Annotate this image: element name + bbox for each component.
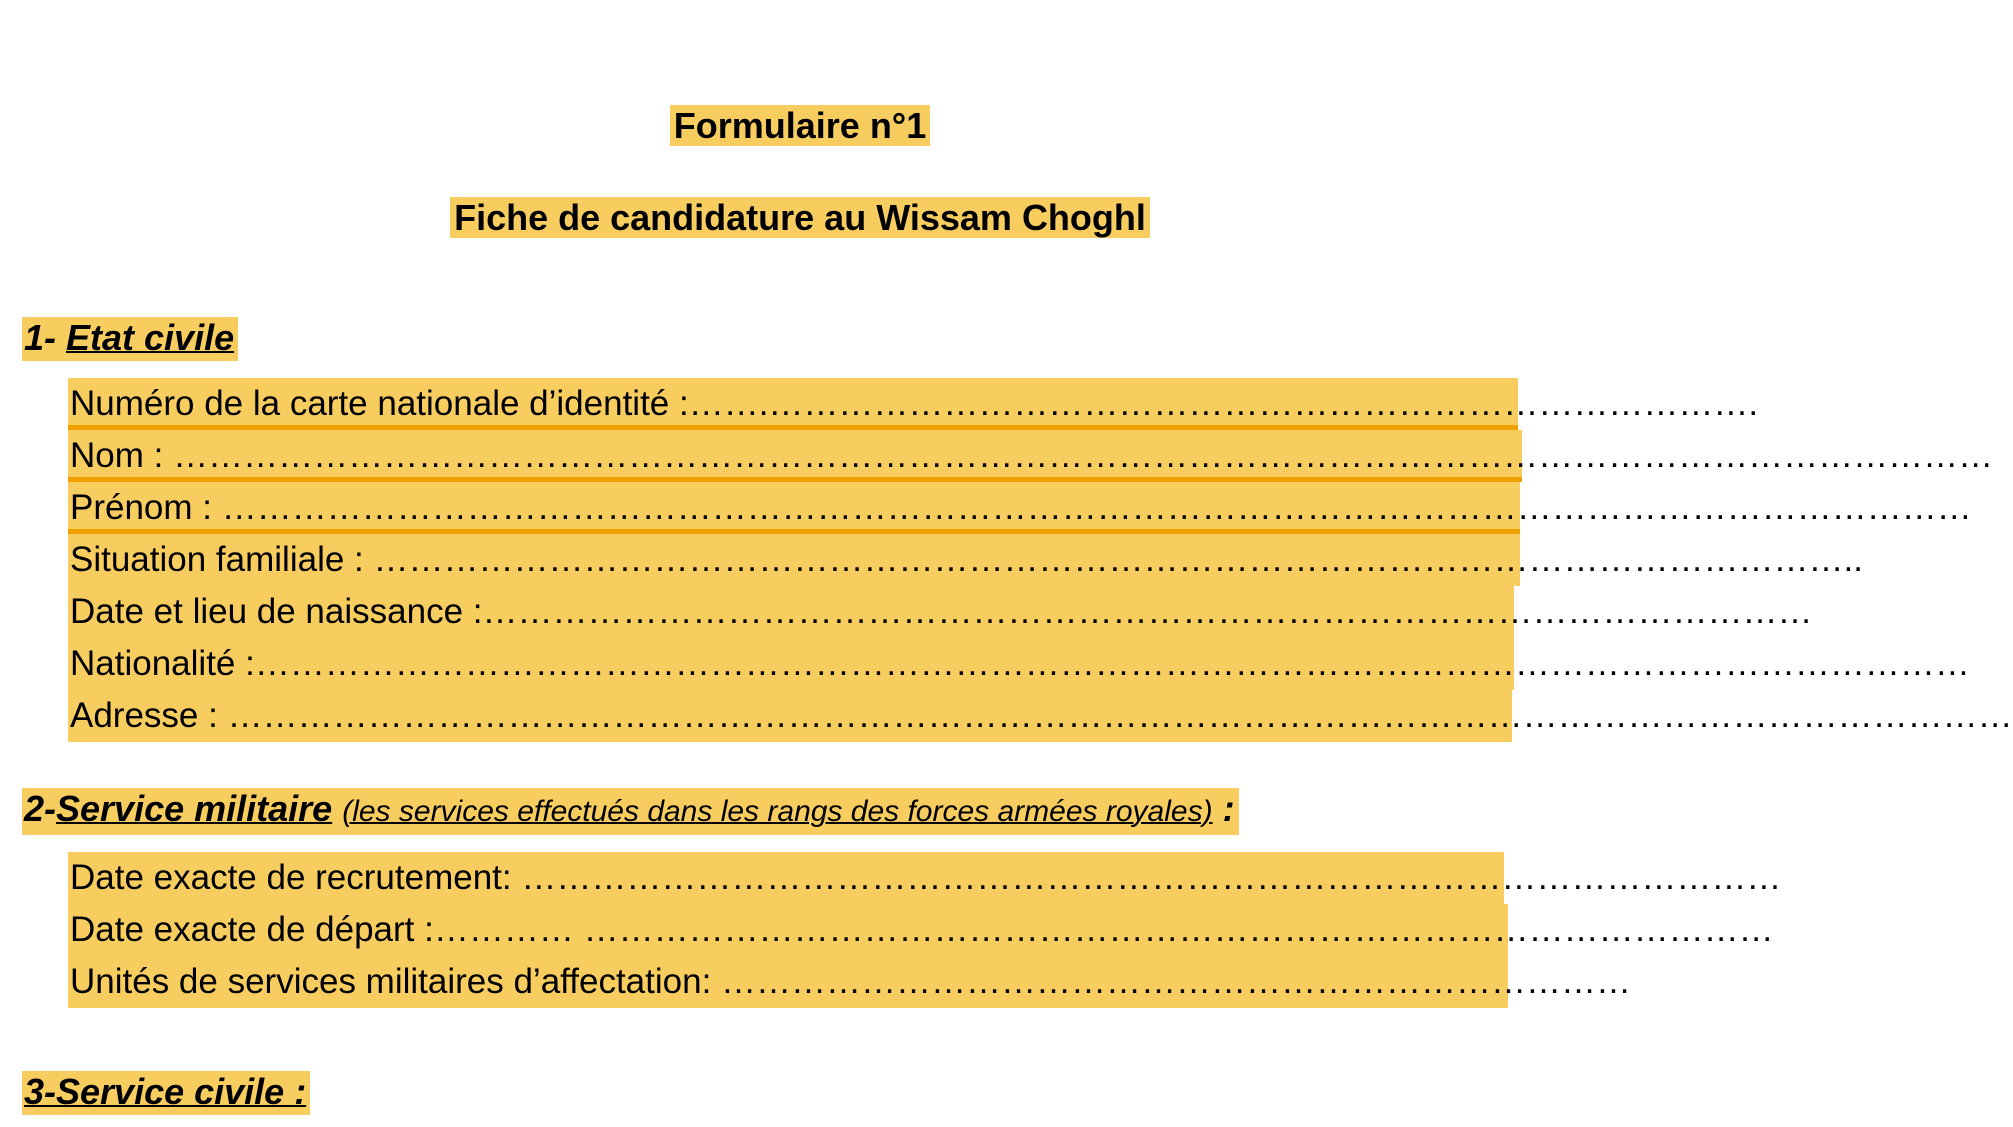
section-suffix: : <box>1212 788 1235 829</box>
field-prenom[interactable]: Prénom : …………………………………………………………………………………………………………………………………… <box>68 482 1520 534</box>
field-date-depart[interactable]: Date exacte de départ :………… ………………………………………………………………………………………… <box>68 904 1508 956</box>
field-adresse[interactable]: Adresse : ……………………………………………………………………………………………………………………………………… <box>68 690 1512 742</box>
service-militaire-fields <box>68 852 1782 1008</box>
form-number-title <box>0 104 1600 148</box>
form-number-text: Formulaire n°1 <box>670 105 930 146</box>
field-nom[interactable]: Nom : ………………………………………………………………………………………………………………………………………… <box>68 430 1522 482</box>
form-main-title <box>0 196 1600 240</box>
field-nationalite[interactable]: Nationalité :………………………………………………………………………………………………………………………………… <box>68 638 1514 690</box>
section-title: Service militaire <box>56 788 333 829</box>
field-cin[interactable]: Numéro de la carte nationale d’identité :…….…………………………………………………………………………. <box>68 378 1518 430</box>
etat-civile-fields <box>68 378 2013 742</box>
field-date-lieu-naissance[interactable]: Date et lieu de naissance :…………………………………………………………………………………………………… <box>68 586 1514 638</box>
form-title-text: Fiche de candidature au Wissam Choghl <box>450 197 1150 238</box>
field-situation-familiale[interactable]: Situation familiale : ……………………………………………………………………………………………………………….. <box>68 534 1520 586</box>
field-unites-affectation[interactable]: Unités de services militaires d’affectation: …………………………………………………………………… <box>68 956 1508 1008</box>
section-service-civile-heading <box>22 1071 310 1115</box>
section-etat-civile-heading <box>22 317 238 361</box>
section-service-militaire-heading <box>22 788 1239 835</box>
section-title: 3-Service civile : <box>24 1071 307 1112</box>
section-title: Etat civile <box>66 317 235 358</box>
field-date-recrutement[interactable]: Date exacte de recrutement: ……………………………………………………………………………………………… <box>68 852 1504 904</box>
section-number: 1- <box>24 317 67 358</box>
section-note: (les services effectués dans les rangs des forces armées royales) <box>342 795 1213 828</box>
section-number: 2- <box>24 788 57 829</box>
